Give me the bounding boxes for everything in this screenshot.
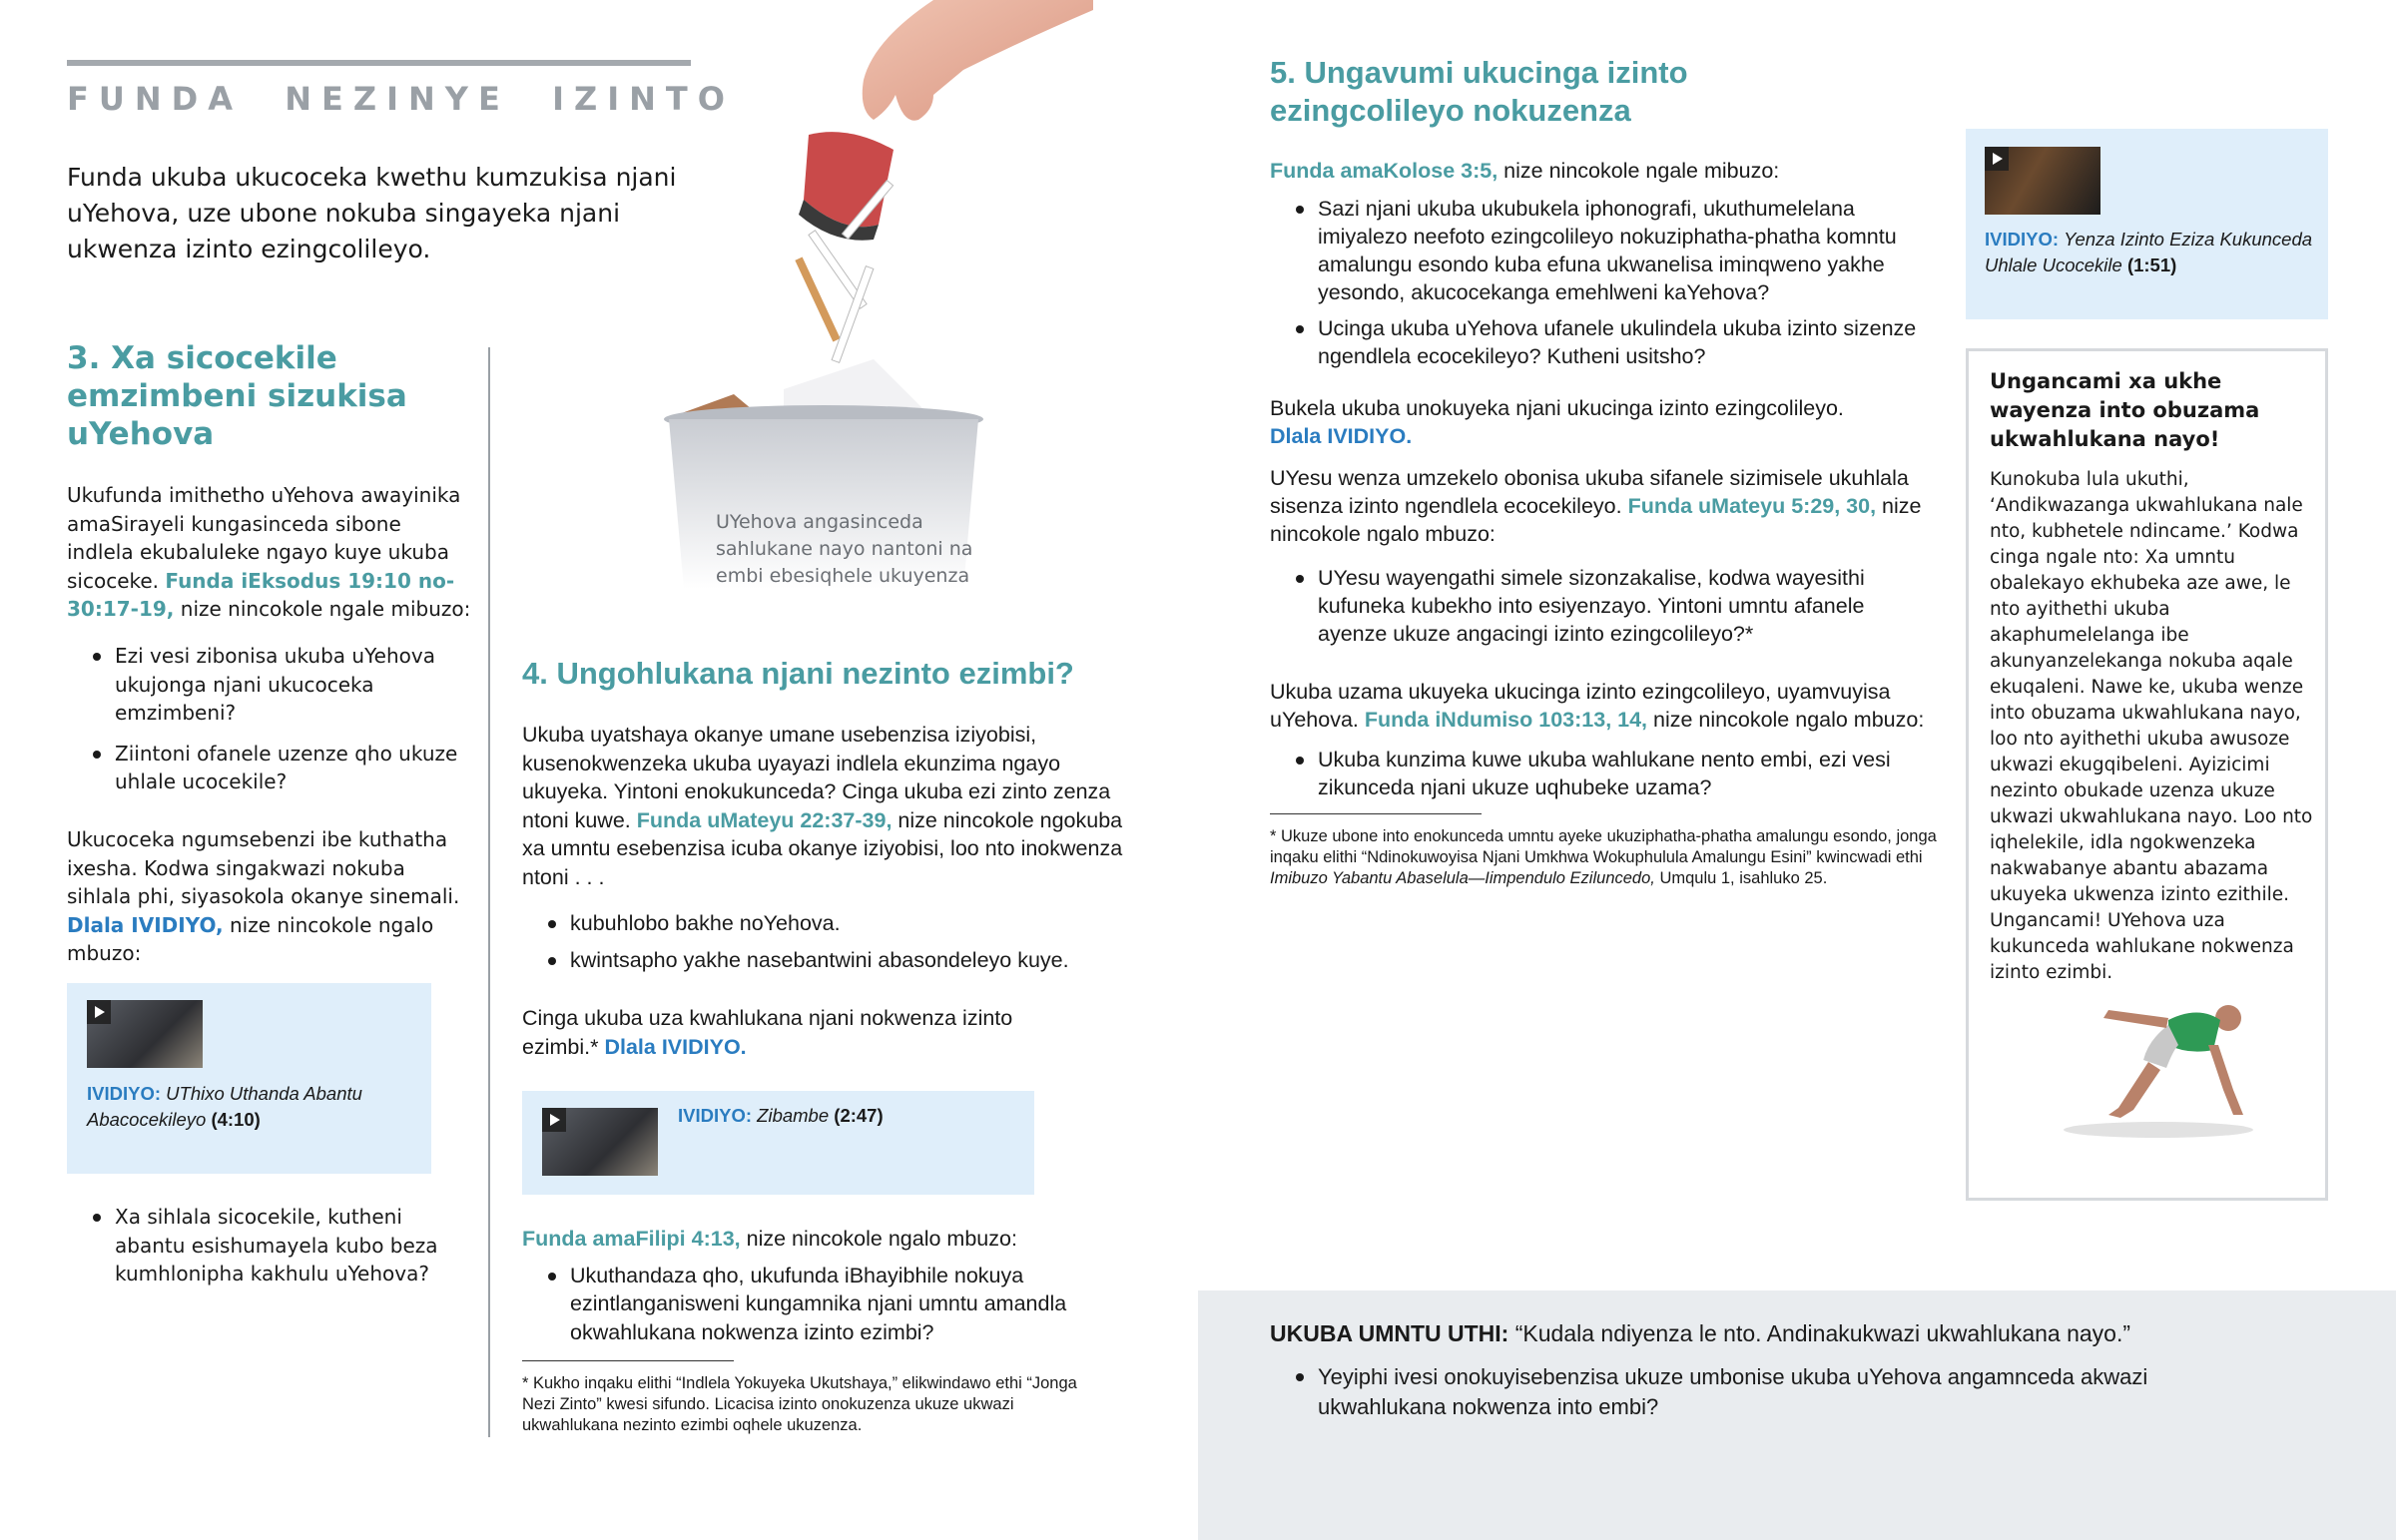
list-item: UYesu wayengathi simele sizonzakalise, kodwa wayesithi kufuneka kubekho into esiyenzayo. Yintoni umntu afanele ayenze ukuze angacingi izinto ezingcolileyo?*: [1270, 564, 1919, 648]
text: nize nincokole ngokuba xa umntu esebenzisa icuba okanye iziyobisi, loo nto inokwenza ntoni . . .: [522, 807, 1123, 889]
video-card[interactable]: [522, 1091, 1034, 1195]
play-icon: [1985, 147, 2009, 171]
quote-text: “Kudala ndiyenza le nto. Andinakukwazi ukwahlukana nayo.”: [1508, 1320, 2131, 1346]
list-item: Sazi njani ukuba ukubukela iphonografi, ukuthumelelana imiyalezo neefoto ezingcolileyo nokuziphatha-phatha komntu amalungu esondo kuba efuna ukwanelisa iminqweno yakhe yesondo, akucocekanga emehlweni kaYehova?: [1270, 195, 1939, 306]
text: Ukufunda imithetho uYehova awayinika amaSirayeli kungasinceda sibone indlela ekubaluleke ngayo kuye ukuba sicoceke.: [67, 483, 461, 593]
section-kicker: FUNDA NEZINYE IZINTO: [67, 80, 735, 118]
scripture-link[interactable]: Funda iEksodus 19:10 no-30:17-19,: [67, 568, 455, 622]
section-5-body: [1270, 157, 1939, 889]
question-list: [67, 642, 471, 796]
section-4-heading: 4. Ungohlukana njani nezinto ezimbi?: [522, 656, 1074, 691]
play-video-link[interactable]: Dlala IVIDIYO,: [67, 912, 224, 937]
question-list: [1270, 195, 1939, 370]
video-title[interactable]: UThixo Uthanda Abantu Abacocekileyo: [87, 1083, 362, 1130]
text: Ukucoceka ngumsebenzi ibe kuthatha ixesha. Kodwa singakwazi nokuba sihlala phi, siyasokola okanye sinemali.: [67, 826, 460, 909]
question-list: [522, 909, 1136, 974]
text: * Ukuze ubone into enokunceda umntu ayeke ukuziphatha-phatha amalungu esondo, jonga inqaku elithi “Ndinokuwoyisa Njani Umkhwa Wokuphulula Amalungu Esini” kwincwadi ethi: [1270, 827, 1937, 866]
objection-label: UKUBA UMNTU UTHI:: [1270, 1320, 1509, 1346]
text: nize nincokole ngalo mbuzo:: [67, 912, 434, 966]
footnote: [1270, 826, 1939, 889]
text: nize nincokole ngale mibuzo:: [1498, 159, 1780, 183]
scripture-link[interactable]: Funda uMateyu 22:37-39,: [636, 807, 893, 832]
play-video-link[interactable]: Dlala IVIDIYO.: [604, 1034, 747, 1059]
column-divider: [488, 347, 490, 1437]
section-4-body-2: [522, 1225, 1136, 1436]
question-list: [522, 1262, 1111, 1347]
text: nize nincokole ngalo mbuzo:: [1647, 708, 1925, 732]
video-caption: [1985, 227, 2319, 278]
question-list: [1270, 564, 1919, 648]
video-duration: (1:51): [2126, 255, 2177, 275]
section-5-paragraph-3: [1270, 464, 1939, 548]
intro-paragraph: Funda ukuba ukucoceka kwethu kumzukisa njani uYehova, uze ubone nokuba singayeka njani ukwenza izinto ezingcolileyo.: [67, 163, 677, 263]
video-card[interactable]: [1966, 129, 2328, 319]
scripture-link[interactable]: Funda amaFilipi 4:13,: [522, 1227, 741, 1251]
section-5-paragraph-2: [1270, 394, 1939, 450]
text: Bukela ukuba unokuyeka njani ukucinga izinto ezingcolileyo.: [1270, 396, 1844, 420]
scripture-link[interactable]: Funda uMateyu 5:29, 30,: [1627, 494, 1877, 518]
video-duration: (4:10): [211, 1109, 261, 1130]
text: nize nincokole ngale mibuzo:: [174, 597, 471, 622]
objection-quote: [1270, 1318, 2130, 1348]
header-rule: [67, 60, 691, 66]
text: Ukuba uzama ukuyeka ukucinga izinto ezingcolileyo, uyamvuyisa uYehova.: [1270, 680, 1891, 732]
video-caption: [87, 1081, 416, 1133]
video-label: IVIDIYO:: [678, 1105, 753, 1126]
list-item: Ziintoni ofanele uzenze qho ukuze uhlale ucocekile?: [67, 740, 471, 796]
video-thumbnail[interactable]: [87, 1000, 203, 1068]
book-title: Imibuzo Yabantu Abaselula—Iimpendulo Eziluncedo,: [1270, 869, 1655, 887]
text: Umqulu 1, isahluko 25.: [1654, 869, 1828, 887]
video-title[interactable]: Yenza Izinto Eziza Kukunceda Uhlale Ucocekile: [1985, 229, 2313, 275]
video-thumbnail[interactable]: [1985, 147, 2100, 215]
section-4-body: [522, 721, 1136, 1061]
video-thumbnail[interactable]: [542, 1108, 658, 1176]
text: Ukuba uyatshaya okanye umane usebenzisa iziyobisi, kusenokwenzeka ukuba uyayazi indlela ekunzima ngayo ukuyeka. Yintoni enokukunceda? Cinga ukuba ezi zinto zenza ntoni kuwe.: [522, 723, 1111, 832]
footnote-rule: [522, 1360, 734, 1361]
question-list: [67, 1203, 471, 1288]
section-4-paragraph-1: [522, 721, 1136, 891]
text: nize nincokole ngalo mbuzo:: [740, 1227, 1017, 1251]
video-duration: (2:47): [834, 1105, 884, 1126]
footnote-rule: [1270, 813, 1482, 814]
section-3-body: [67, 481, 471, 968]
video-label: IVIDIYO:: [87, 1083, 162, 1104]
section-5-paragraph-1: [1270, 157, 1939, 185]
text: Cinga ukuba uza kwahlukana njani nokwenza izinto ezimbi.*: [522, 1006, 1013, 1059]
box-heading: Ungancami xa ukhe wayenza into obuzama ukwahlukana nayo!: [1990, 369, 2260, 451]
section-3-heading: 3. Xa sicocekile emzimbeni sizukisa uYehova: [67, 340, 407, 452]
list-item: Ukuthandaza qho, ukufunda iBhayibhile nokuya ezintlanganisweni kungamnika njani umntu amandla okwahlukana nokwenza izinto ezimbi?: [522, 1262, 1111, 1347]
section-5-paragraph-4: [1270, 678, 1939, 734]
illustration-caption: UYehova angasinceda sahlukane nayo nantoni na embi ebesiqhele ukuyenza: [716, 511, 973, 587]
text: UYesu wenza umzekelo obonisa ukuba sifanele sizimisele ukuhlala sisenza izinto ngendlela ecocekileyo.: [1270, 466, 1909, 518]
play-icon: [542, 1108, 566, 1132]
play-video-link[interactable]: Dlala IVIDIYO.: [1270, 424, 1413, 448]
list-item: kwintsapho yakhe nasebantwini abasondeleyo kuye.: [522, 946, 1136, 975]
encouragement-box: [1966, 348, 2328, 1201]
section-5-heading: 5. Ungavumi ukucinga izinto ezingcolileyo nokuzenza: [1270, 55, 1688, 128]
section-4-paragraph-2: [522, 1004, 1041, 1061]
list-item: kubuhlobo bakhe noYehova.: [522, 909, 1136, 938]
video-card[interactable]: [67, 983, 431, 1174]
footnote: * Kukho inqaku elithi “Indlela Yokuyeka Ukutshaya,” elikwindawo ethi “Jonga Nezi Zinto” kwesi sifundo. Licacisa izinto onokuzenza ukuze ukwazi ukwahlukana nezinto ezimbi oqhele ukuzenza.: [522, 1374, 1077, 1434]
question-list: [1270, 746, 1939, 801]
section-3-paragraph-1: [67, 481, 471, 624]
list-item: Ukuba kunzima kuwe ukuba wahlukane nento embi, ezi vesi zikunceda njani ukuze uqhubeke uzama?: [1270, 746, 1939, 801]
question-list: [1270, 1362, 2148, 1422]
runner-illustration: [2049, 990, 2268, 1140]
hand-icon: [863, 0, 1093, 121]
objection-band: [1198, 1290, 2396, 1540]
scripture-link[interactable]: Funda amaKolose 3:5,: [1270, 159, 1498, 183]
list-item: Ezi vesi zibonisa ukuba uYehova ukujonga njani ukucoceka emzimbeni?: [67, 642, 471, 728]
video-title[interactable]: Zibambe: [757, 1105, 830, 1126]
list-item: Xa sihlala sicocekile, kutheni abantu esishumayela kubo beza kumhlonipha kakhulu uYehova?: [67, 1203, 471, 1288]
text: nize nincokole ngalo mbuzo:: [1270, 494, 1922, 546]
list-item: Yeyiphi ivesi onokuyisebenzisa ukuze umbonise ukuba uYehova angamnceda akwazi ukwahlukana nokwenza into embi?: [1270, 1362, 2148, 1422]
scripture-link[interactable]: Funda iNdumiso 103:13, 14,: [1364, 708, 1648, 732]
box-text: Kunokuba lula ukuthi, ‘Andikwazanga ukwahlukana nale nto, kubhetele ndincame.’ Kodwa cinga ngale nto: Xa umntu obalekayo ekhubeka aze awe, le nto ayithethi ukuba akaphumelelanga ibe akunyanzelekanga nokuba aqale ekuqaleni. Nawe ke, ukuba wenze into obuzama ukwahlukana nayo, loo nto ayithethi ukuba awusoze ukwazi ekugqibeleni. Ayizicimi nezinto obukade uzenza ukuze ukwazi ukwahlukana nayo. Loo nto iqhelekile, idla ngokwenzeka nakwabanye abantu abazama ukuyeka ukwenza izinto ezithile. Ungancami! UYehova uza kukunceda wahlukane nokwenza izinto ezimbi.: [1990, 469, 2313, 983]
section-4-paragraph-3: [522, 1225, 1136, 1254]
section-3-paragraph-2: [67, 825, 471, 968]
video-label: IVIDIYO:: [1985, 229, 2060, 250]
play-icon: [87, 1000, 111, 1024]
video-caption: [678, 1103, 1017, 1129]
list-item: Ucinga ukuba uYehova ufanele ukulindela ukuba izinto sizenze ngendlela ecocekileyo? Kutheni usitsho?: [1270, 314, 1939, 370]
